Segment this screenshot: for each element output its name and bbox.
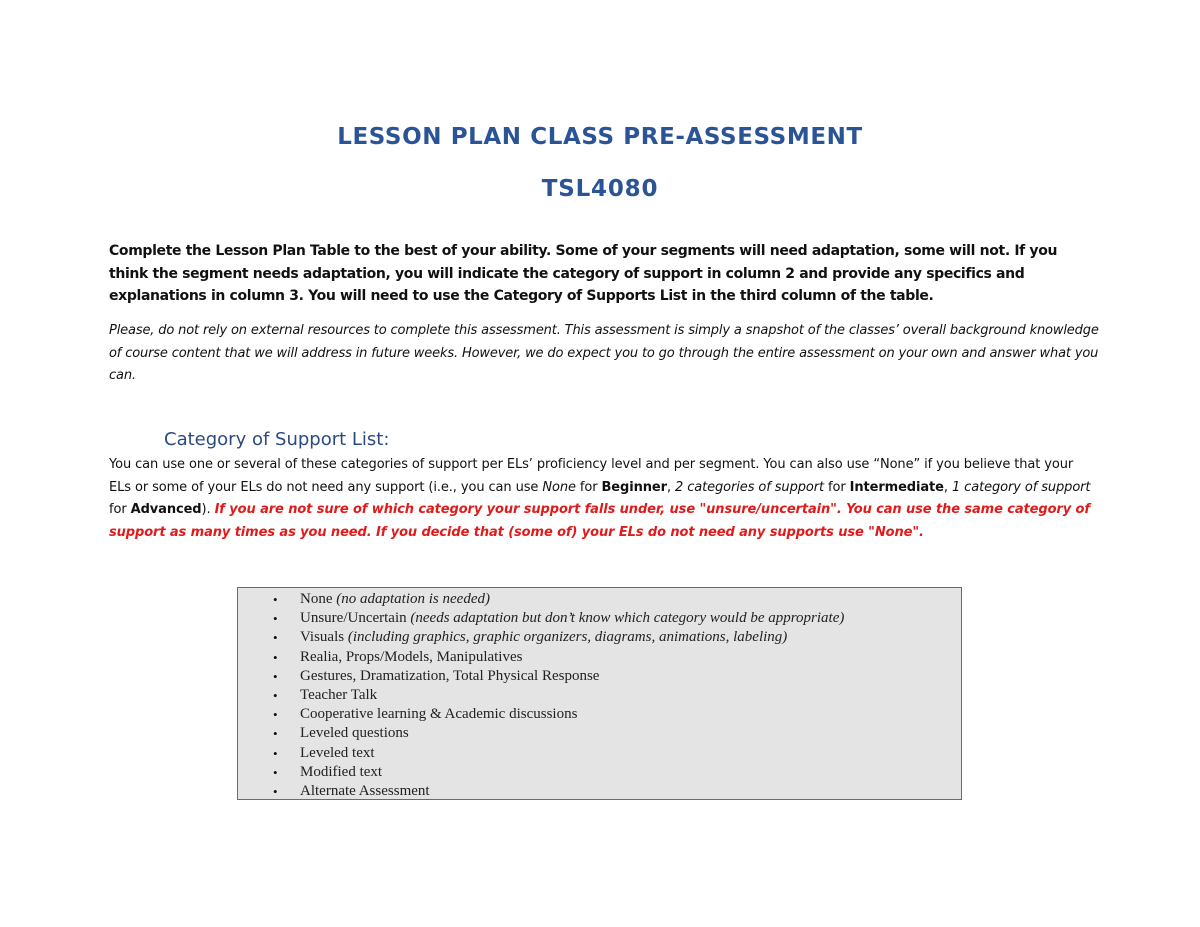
bullet-icon: •	[273, 783, 278, 799]
intermediate-level: Intermediate	[849, 479, 944, 495]
page-title: LESSON PLAN CLASS PRE-ASSESSMENT	[337, 124, 863, 150]
support-label: Unsure/Uncertain	[300, 610, 411, 627]
list-item	[238, 763, 961, 782]
connector-text: ,	[943, 479, 952, 495]
support-label: Visuals	[300, 629, 348, 646]
bullet-icon: •	[273, 707, 278, 723]
support-label: Cooperative learning & Academic discussions	[300, 706, 578, 723]
list-item	[238, 744, 961, 763]
bullet-icon: •	[273, 726, 278, 742]
instructions-paragraph: Complete the Lesson Plan Table to the best of your ability. Some of your segments will need adaptation, some will not. If you think the segment needs adaptation, you will indicate the category of support in column 2 and provide any specifics and explanations in column 3. You will need to use the Category of Supports List in the third column of the table.	[109, 243, 1058, 304]
support-note: (including graphics, graphic organizers, diagrams, animations, labeling)	[347, 629, 788, 646]
connector-text: for	[109, 502, 131, 517]
bullet-icon: •	[273, 764, 278, 780]
list-item	[238, 628, 961, 647]
bullet-icon: •	[273, 611, 278, 627]
support-note: (no adaptation is needed)	[336, 591, 490, 607]
two-categories-text: 2 categories of support	[675, 479, 824, 495]
list-item	[238, 705, 961, 724]
category-warning: If you are not sure of which category your support falls under, use "unsure/uncertain". You can use the same category of support as many times as you need. If you decide that (some of) your ELs do not need any supports use "None".	[109, 502, 1090, 540]
bullet-icon: •	[273, 745, 278, 761]
support-label: Teacher Talk	[300, 686, 378, 703]
category-of-support-heading: Category of Support List:	[164, 429, 390, 450]
list-item	[238, 648, 961, 667]
assessment-note: Please, do not rely on external resources to complete this assessment. This assessment is simply a snapshot of the classes’ overall background knowledge of course content that we will address in future weeks. However, we do expect you to go through the entire assessment on your own and answer what you can.	[109, 323, 1099, 383]
beginner-level: Beginner	[601, 479, 667, 495]
bullet-icon: •	[273, 592, 278, 607]
support-note: (needs adaptation but don’t know which category would be appropriate)	[410, 610, 845, 627]
support-label: Leveled text	[300, 744, 375, 761]
support-label: Modified text	[300, 763, 383, 780]
course-code: TSL4080	[541, 176, 659, 202]
support-label: None	[300, 591, 337, 607]
category-instructions	[109, 454, 1099, 544]
connector-text: ).	[201, 502, 215, 517]
connector-text: ,	[666, 479, 676, 495]
bullet-icon: •	[273, 668, 278, 684]
support-label: Realia, Props/Models, Manipulatives	[300, 648, 523, 665]
support-label: Alternate Assessment	[300, 782, 430, 799]
bullet-icon: •	[273, 687, 278, 703]
one-category-text: 1 category of support	[951, 479, 1091, 495]
support-label: Gestures, Dramatization, Total Physical Response	[300, 667, 600, 684]
support-categories-list	[238, 590, 961, 801]
bullet-icon: •	[273, 630, 278, 646]
list-item	[238, 686, 961, 705]
connector-text: for	[823, 479, 850, 495]
list-item	[238, 724, 961, 743]
connector-text: for	[575, 479, 602, 495]
list-item	[238, 782, 961, 801]
advanced-level: Advanced	[130, 502, 202, 517]
none-term: None	[542, 479, 576, 495]
support-label: Leveled questions	[300, 725, 409, 742]
list-item	[238, 667, 961, 686]
list-item	[238, 590, 961, 609]
support-categories-box	[237, 587, 962, 799]
category-intro: You can use one or several of these categories of support per ELs’ proficiency level and per segment. You can also use “None” if you believe that your ELs or some of your ELs do not need any support (i.e., you can use	[109, 457, 1074, 495]
list-item	[238, 609, 961, 628]
bullet-icon: •	[273, 649, 278, 665]
